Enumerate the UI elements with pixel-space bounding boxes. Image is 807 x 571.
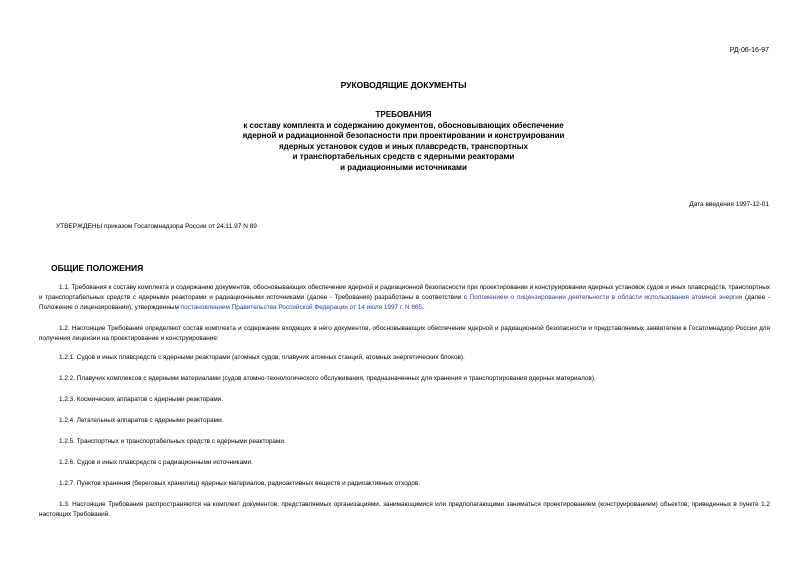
section-heading: ОБЩИЕ ПОЛОЖЕНИЯ <box>51 263 144 273</box>
title-line: ядерных установок судов и иных плавсредств, транспортных <box>279 141 528 151</box>
title-line: ТРЕБОВАНИЯ <box>375 110 432 119</box>
paragraph-1-2 <box>39 324 770 344</box>
paragraph-text: (далее - Положение о лицензировании), утвержденным <box>39 294 771 312</box>
list-item: 1.2.5. Транспортных и транспортабельных средств с ядерными реакторами. <box>59 438 286 445</box>
effective-date: Дата введения 1997-12-01 <box>689 201 769 208</box>
paragraph-text: 1.3. Настоящие Требования распространяются на комплект документов, представляемых организациями, занимающимися или предполагающими заниматься проектированием (конструированием) объектов, приведенных в пункте 1.2 настоящих Требований. <box>39 501 770 519</box>
paragraph-text: . <box>421 304 424 312</box>
paragraph-1-3 <box>39 500 770 520</box>
licensing-regulation-link[interactable]: Положением о лицензировании деятельности в области использования атомной энергии <box>469 294 743 302</box>
title-line: ядерной и радиационной безопасности при проектировании и конструировании <box>242 131 565 141</box>
list-item: 1.2.2. Плавучих комплексов с ядерными материалами (судов атомно-технологического обслуживания, предназначенных для хранения и транспортирования ядерных материалов). <box>59 375 596 382</box>
title-line: и радиационными источниками <box>340 162 467 172</box>
document-title <box>0 110 807 174</box>
title-line: к составу комплекта и содержанию документов, обосновывающих обеспечение <box>243 120 564 130</box>
approval-note: УТВЕРЖДЕНЫ приказом Госатомнадзора России от 24.11.97 N 89 <box>56 223 257 230</box>
main-heading: РУКОВОДЯЩИЕ ДОКУМЕНТЫ <box>340 80 467 90</box>
paragraph-text: 1.2. Настоящие Требования определяют состав комплекта и содержание входящих в него документов, обосновывающих обеспечение ядерной и радиационной безопасности и представляемых заявителем в Госатомнадзор России для получения лицензии на проектирование и конструирование: <box>39 325 770 343</box>
list-item: 1.2.6. Судов и иных плавсредств с радиационными источниками. <box>59 459 253 466</box>
list-item: 1.2.7. Пунктов хранения (береговых хранилищ) ядерных материалов, радиоактивных веществ и радиоактивных отходов. <box>59 480 421 487</box>
paragraph-text: 1.1. Требования к составу комплекта и содержанию документов, обосновывающих обеспечение ядерной и радиационной безопасности при проектировании и конструировании ядерных установок судов и иных плавсредств, транспортных и транспортабельных средств с ядерными реакторами и радиационными источниками (далее - Требования) разработаны в соответствии с <box>39 284 770 302</box>
document-code: РД-06-16-97 <box>729 47 769 54</box>
list-item: 1.2.4. Летательных аппаратов с ядерными реакторами. <box>59 417 224 424</box>
list-item: 1.2.3. Космических аппаратов с ядерными реакторами. <box>59 396 224 403</box>
list-item: 1.2.1. Судов и иных плавсредств с ядерными реакторами (атомных судов, плавучих атомных станций, атомных энергетических блоков). <box>59 354 465 361</box>
government-decree-link[interactable]: постановлением Правительства Российской Федерации от 14 июля 1997 г. N 865 <box>180 304 422 312</box>
paragraph-1-1 <box>39 283 770 314</box>
title-line: и транспортабельных средств с ядерными реакторами <box>292 152 515 162</box>
